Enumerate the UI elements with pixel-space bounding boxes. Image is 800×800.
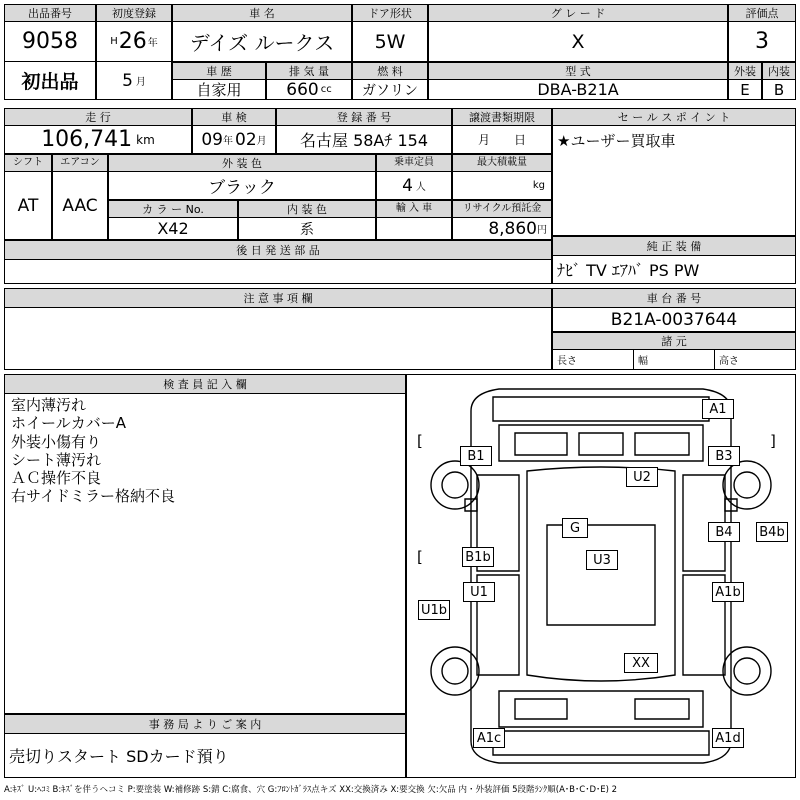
reg-year: 26 [118,29,147,54]
mirror-bracket-left-lower: [ [417,548,423,566]
history-value: 自家用 [172,80,266,100]
width-cell: 幅 [634,350,715,370]
reg-month-unit: 月 [135,77,146,88]
lot-no-label: 出品番号 [4,4,96,22]
inspector-label: 検 査 員 記 入 欄 [4,374,406,394]
office-notice-value: 売切りスタート SDカード預り [4,734,406,778]
damage-code-b3-front-right: B3 [708,446,740,466]
mileage-value [4,126,192,154]
reg-era: H [110,36,118,47]
shaken-year: 09 [201,129,223,150]
reg-year-unit: 年 [147,38,158,49]
capacity-unit: 人 [415,182,426,193]
damage-code-b4-right-door: B4 [708,522,740,542]
genuine-equipment-value: ﾅﾋﾞ TV ｴｱﾊﾞ PS PW [552,256,796,284]
door-shape-label: ドア形状 [352,4,428,22]
caution-label: 注 意 事 項 欄 [4,288,552,308]
shaken-year-unit: 年 [223,136,233,147]
damage-code-b4-right-outer: B4b [756,522,788,542]
score-label: 評価点 [728,4,796,22]
damage-code-u1-left-rear-door: U1 [463,582,495,602]
later-parts-value [4,260,552,284]
transfer-day-unit: 日 [514,133,527,147]
displacement-label: 排 気 量 [266,62,352,80]
transfer-month-unit: 月 [477,133,490,147]
displacement-value [266,80,352,100]
sales-point-label: セ ー ル ス ポ イ ン ト [552,108,796,126]
inspector-line: 右サイドミラー格納不良 [11,487,175,506]
mileage-number: 106,741 [41,127,133,152]
door-shape-value: 5W [352,22,428,62]
shaken-label: 車 検 [192,108,276,126]
inspector-line: 外装小傷有り [11,432,102,451]
chassis-no-value: B21A-0037644 [552,308,796,332]
car-damage-diagram [406,374,796,778]
caution-value [4,308,552,370]
transfer-deadline-label: 譲渡書類期限 [452,108,552,126]
transfer-deadline-value [452,126,552,154]
damage-code-u2-hood: U2 [626,467,658,487]
shift-label: シフト [4,154,52,172]
height-cell: 高さ [715,350,796,370]
plate-label: 登 録 番 号 [276,108,452,126]
damage-code-g-windshield: G [562,518,588,538]
first-registration-month [96,62,172,100]
model-code-value: DBA-B21A [428,80,728,100]
model-code-label: 型 式 [428,62,728,80]
damage-code-u1-left-outer: U1b [418,600,450,620]
capacity-value [376,172,452,200]
aircon-label: エアコン [52,154,108,172]
capacity-number: 4 [402,175,413,196]
color-no-value: X42 [108,218,238,240]
exterior-color-label: 外 装 色 [108,154,376,172]
damage-code-xx-rear: XX [624,653,658,673]
shaken-month: 02 [235,129,257,150]
first-registration-label: 初度登録 [96,4,172,22]
car-name-label: 車 名 [172,4,352,22]
inspector-line: ＡＣ操作不良 [11,469,102,488]
history-label: 車 歴 [172,62,266,80]
max-load-unit: kg [532,180,545,191]
car-name-value: デイズ ルークス [172,22,352,62]
first-registration-value [96,22,172,62]
max-load-label: 最大積載量 [452,154,552,172]
displacement-number: 660 [286,79,319,100]
damage-code-a1-rear-left: A1c [473,728,505,748]
damage-code-a1-front-right: A1 [702,399,734,419]
recycle-number: 8,860 [488,218,537,239]
shift-value: AT [4,172,52,240]
interior-grade-label: 内装 [762,62,796,80]
fuel-label: 燃 料 [352,62,428,80]
office-notice-label: 事 務 局 よ り ご 案 内 [4,714,406,734]
damage-code-a1-right-rear-door: A1b [712,582,744,602]
fuel-value: ガソリン [352,80,428,100]
legend-footnote: A:ｷｽﾞ U:ﾍｺﾐ B:ｷｽﾞを伴うヘコミ P:要塗装 W:補修跡 S:錆 C:腐食、穴 G:ﾌﾛﾝﾄｶﾞﾗｽ点キズ XX:交換済み X:要交換 欠:欠品 内・外装評価 5段階ﾗﾝｸ順(A･B･C･D･E) 2 [4,785,618,795]
first-exhibit-badge: 初出品 [4,62,96,100]
recycle-deposit-value [452,218,552,240]
inspector-line: 室内薄汚れ [11,396,87,414]
sales-point-value: ★ユーザー買取車 [552,126,796,236]
max-load-value [452,172,552,200]
dimensions-label: 諸 元 [552,332,796,350]
reg-month: 5 [122,70,133,91]
recycle-unit: 円 [537,225,547,236]
grade-label: グ レ ー ド [428,4,728,22]
later-parts-label: 後 日 発 送 部 品 [4,240,552,260]
interior-color-value: 系 [238,218,376,240]
mileage-unit: km [136,132,155,147]
recycle-deposit-label: リサイクル預託金 [452,200,552,218]
shaken-month-unit: 月 [256,136,267,147]
lot-no-value: 9058 [4,22,96,62]
inspector-line: ホイールカバーA [11,414,126,433]
inspector-line: シート薄汚れ [11,450,102,469]
displacement-unit: cc [320,84,332,95]
import-label: 輸 入 車 [376,200,452,218]
genuine-equipment-label: 純 正 装 備 [552,236,796,256]
car-diagram-svg [407,375,795,777]
aircon-value: AAC [52,172,108,240]
grade-value: X [428,22,728,62]
damage-code-b1-left-door: B1b [462,547,494,567]
capacity-label: 乗車定員 [376,154,452,172]
mirror-bracket-right: ] [770,432,776,450]
exterior-grade-label: 外装 [728,62,762,80]
damage-code-a1-rear-right: A1d [712,728,744,748]
import-value [376,218,452,240]
mileage-label: 走 行 [4,108,192,126]
damage-code-b1-front-left: B1 [460,446,492,466]
score-value: 3 [728,22,796,62]
interior-color-label: 内 装 色 [238,200,376,218]
damage-code-u3-roof: U3 [586,550,618,570]
inspector-notes [4,394,406,714]
mirror-bracket-left: [ [417,432,423,450]
exterior-grade-value: E [728,80,762,100]
interior-grade-value: B [762,80,796,100]
plate-value: 名古屋 58Aﾁ 154 [276,126,452,154]
chassis-no-label: 車 台 番 号 [552,288,796,308]
exterior-color-value: ブラック [108,172,376,200]
color-no-label: カ ラ ー No. [108,200,238,218]
length-cell: 長さ [552,350,634,370]
shaken-value [192,126,276,154]
